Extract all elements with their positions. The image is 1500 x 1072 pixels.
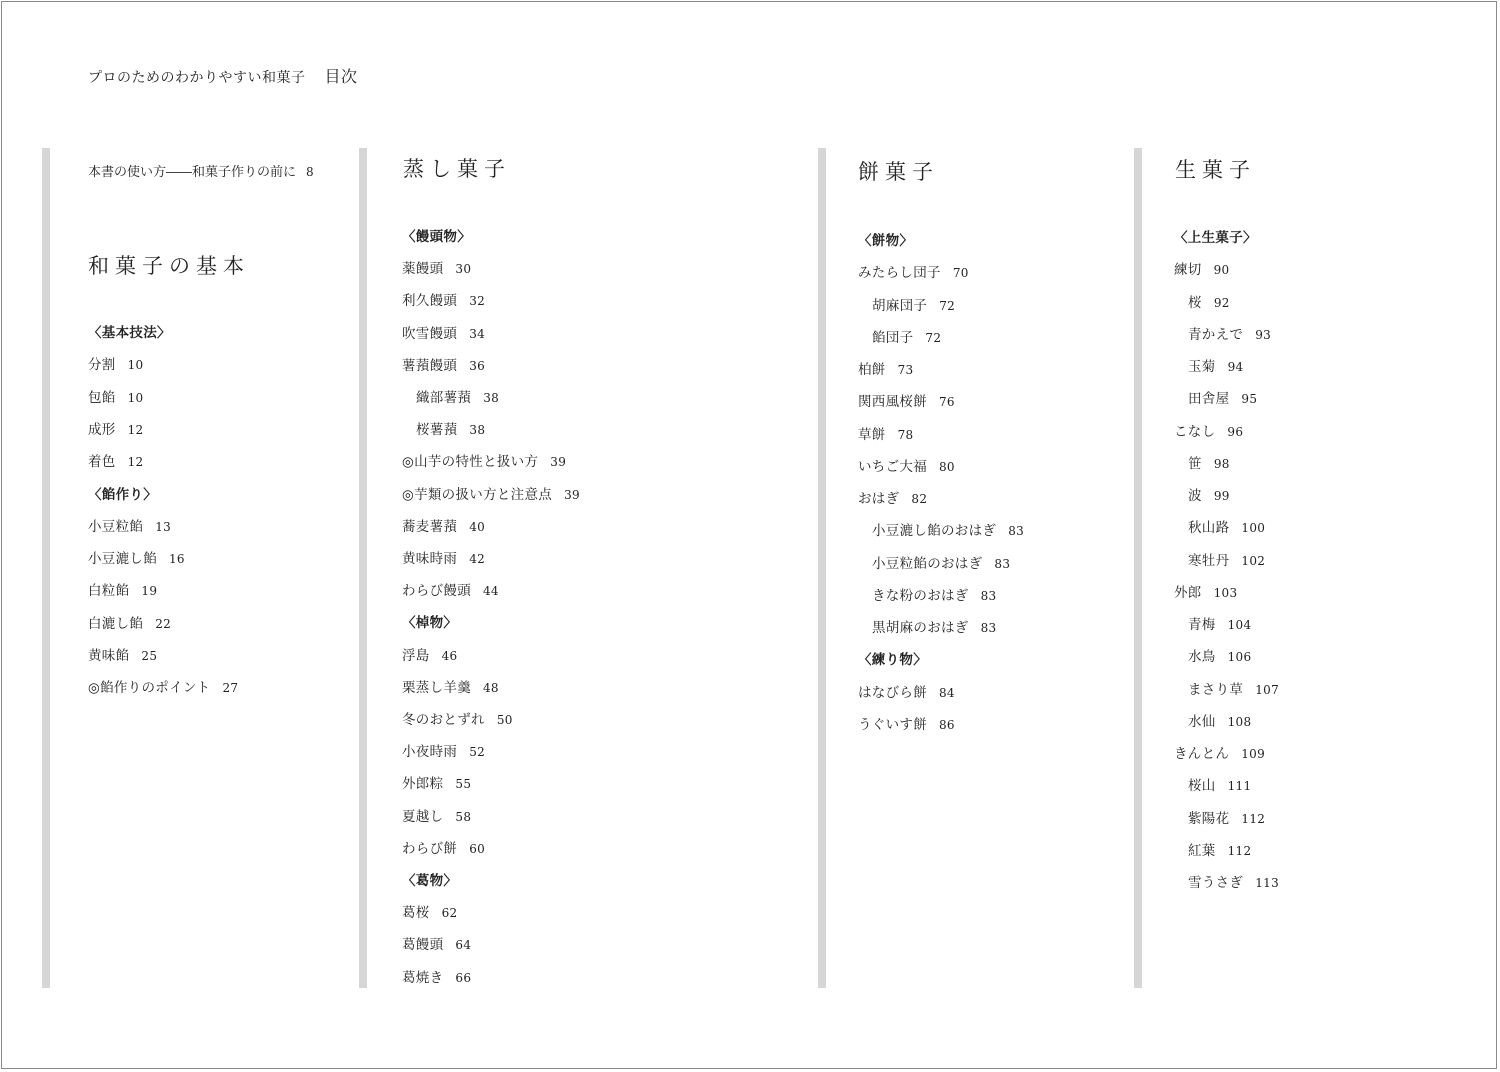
entry-label: 〈上生菓子〉 xyxy=(1174,230,1257,246)
entry-label: 〈基本技法〉 xyxy=(88,325,171,341)
entry-label: 小豆粒餡 xyxy=(88,519,144,535)
entry-label: 玉菊 xyxy=(1188,359,1216,375)
toc-entry[interactable] xyxy=(402,805,471,825)
entry-page: 38 xyxy=(469,423,486,437)
entry-label: 織部薯蕷 xyxy=(416,390,472,406)
toc-entry[interactable] xyxy=(402,289,485,309)
column-bar-4 xyxy=(1134,148,1142,988)
toc-entry[interactable] xyxy=(402,354,485,374)
entry-label: おはぎ xyxy=(858,491,900,507)
entry-page: 60 xyxy=(469,842,486,856)
entry-page: 95 xyxy=(1241,392,1258,406)
toc-entry[interactable] xyxy=(402,579,499,599)
entry-page: 70 xyxy=(952,266,969,280)
toc-entry[interactable] xyxy=(1188,291,1230,311)
entry-page: 76 xyxy=(939,395,955,409)
entry-label: 白漉し餡 xyxy=(88,616,144,632)
entry-label: 成形 xyxy=(88,422,116,438)
toc-entry[interactable] xyxy=(416,386,499,406)
toc-entry[interactable] xyxy=(1188,355,1243,375)
entry-page: 90 xyxy=(1213,263,1230,277)
toc-entry[interactable] xyxy=(402,901,457,921)
entry-page: 106 xyxy=(1227,650,1252,664)
entry-page: 103 xyxy=(1213,586,1238,600)
entry-label: 〈饅頭物〉 xyxy=(402,229,471,245)
entry-page: 66 xyxy=(455,971,472,985)
entry-page: 50 xyxy=(496,713,513,727)
entry-label: 着色 xyxy=(88,454,116,470)
toc-entry[interactable] xyxy=(402,676,499,696)
toc-entry[interactable] xyxy=(402,966,471,986)
entry-label: 桜薯蕷 xyxy=(416,422,458,438)
entry-label: 外郎 xyxy=(1174,585,1202,601)
toc-entry[interactable] xyxy=(402,933,471,953)
entry-label: みたらし団子 xyxy=(858,265,941,281)
toc-entry[interactable] xyxy=(858,713,955,733)
entry-label: こなし xyxy=(1174,424,1216,440)
entry-page: 55 xyxy=(455,777,472,791)
entry-page: 94 xyxy=(1227,360,1244,374)
entry-page: 30 xyxy=(455,262,472,276)
toc-entry[interactable] xyxy=(402,322,485,342)
entry-label: 夏越し xyxy=(402,809,444,825)
toc-entry[interactable] xyxy=(858,681,955,701)
toc-section-label xyxy=(858,648,927,668)
toc-entry[interactable] xyxy=(1174,420,1243,440)
entry-page: 27 xyxy=(222,681,239,695)
entry-page: 38 xyxy=(483,391,500,405)
toc-entry[interactable] xyxy=(1188,839,1251,859)
entry-label: 吹雪饅頭 xyxy=(402,326,458,342)
entry-page: 19 xyxy=(141,584,158,598)
entry-label: きな粉のおはぎ xyxy=(872,588,969,604)
entry-page: 73 xyxy=(897,363,914,377)
toc-entry[interactable] xyxy=(402,837,485,857)
entry-page: 83 xyxy=(994,557,1011,571)
entry-page: 32 xyxy=(469,294,486,308)
toc-entry[interactable] xyxy=(402,547,485,567)
entry-label: 関西風桜餅 xyxy=(858,394,927,410)
entry-label: 小夜時雨 xyxy=(402,744,458,760)
toc-entry[interactable] xyxy=(1188,452,1230,472)
entry-label: 蕎麦薯蕷 xyxy=(402,519,458,535)
toc-entry[interactable] xyxy=(88,676,238,696)
toc-entry[interactable] xyxy=(858,487,927,507)
entry-label: 冬のおとずれ xyxy=(402,712,485,728)
entry-label: 練切 xyxy=(1174,262,1202,278)
entry-label: 葛焼き xyxy=(402,970,444,986)
entry-page: 96 xyxy=(1227,425,1244,439)
toc-entry[interactable] xyxy=(88,386,143,406)
toc-section-label xyxy=(1174,226,1257,246)
entry-label: ◎芋類の扱い方と注意点 xyxy=(402,487,553,503)
entry-page: 72 xyxy=(939,299,956,313)
entry-page: 25 xyxy=(141,649,158,663)
entry-page: 39 xyxy=(564,488,580,502)
entry-page: 42 xyxy=(469,552,486,566)
entry-page: 8 xyxy=(306,165,314,179)
toc-entry[interactable] xyxy=(872,616,996,636)
entry-label: 水鳥 xyxy=(1188,649,1216,665)
entry-page: 107 xyxy=(1255,683,1280,697)
entry-label: いちご大福 xyxy=(858,459,927,475)
entry-page: 44 xyxy=(483,584,499,598)
toc-entry[interactable] xyxy=(402,483,580,503)
entry-page: 22 xyxy=(155,617,172,631)
entry-label: はなびら餅 xyxy=(858,685,927,701)
entry-page: 84 xyxy=(939,686,955,700)
entry-page: 104 xyxy=(1227,618,1252,632)
entry-label: 〈餡作り〉 xyxy=(88,487,157,503)
entry-page: 10 xyxy=(127,391,144,405)
entry-label: 餡団子 xyxy=(872,330,914,346)
entry-label: ◎餡作りのポイント xyxy=(88,680,211,696)
entry-label: 黒胡麻のおはぎ xyxy=(872,620,969,636)
entry-label: 〈葛物〉 xyxy=(402,873,458,889)
toc-entry[interactable] xyxy=(88,579,157,599)
toc-entry[interactable] xyxy=(872,294,955,314)
entry-page: 52 xyxy=(469,745,486,759)
toc-entry[interactable] xyxy=(88,547,185,567)
section-heading: 餅菓子 xyxy=(858,160,939,184)
toc-entry[interactable] xyxy=(402,740,485,760)
entry-page: 39 xyxy=(550,455,567,469)
entry-label: 本書の使い方――和菓子作りの前に xyxy=(88,165,297,180)
section-heading: 和菓子の基本 xyxy=(88,254,250,278)
toc-entry[interactable] xyxy=(1188,323,1271,343)
entry-label: 紫陽花 xyxy=(1188,811,1230,827)
column-bar-2 xyxy=(359,148,367,988)
entry-page: 34 xyxy=(469,327,486,341)
entry-label: 〈練り物〉 xyxy=(858,652,927,668)
toc-entry[interactable] xyxy=(416,418,485,438)
toc-entry[interactable] xyxy=(1188,807,1265,827)
toc-entry[interactable] xyxy=(1188,710,1251,730)
entry-page: 10 xyxy=(127,358,144,372)
entry-label: ◎山芋の特性と扱い方 xyxy=(402,454,539,470)
toc-section-label xyxy=(88,321,171,341)
entry-page: 12 xyxy=(127,455,144,469)
entry-page: 86 xyxy=(939,718,955,732)
entry-page: 58 xyxy=(455,810,472,824)
entry-page: 98 xyxy=(1213,457,1230,471)
entry-page: 82 xyxy=(911,492,928,506)
toc-section-label xyxy=(402,225,471,245)
entry-label: 胡麻団子 xyxy=(872,298,928,314)
entry-page: 99 xyxy=(1213,489,1230,503)
entry-label: 桜 xyxy=(1188,295,1202,311)
entry-label: 黄味時雨 xyxy=(402,551,458,567)
contents-label: 目次 xyxy=(324,67,358,86)
entry-page: 16 xyxy=(169,552,185,566)
entry-label: 雪うさぎ xyxy=(1188,875,1244,891)
entry-label: うぐいす餅 xyxy=(858,717,927,733)
toc-entry[interactable] xyxy=(1174,742,1265,762)
entry-page: 13 xyxy=(155,520,172,534)
entry-label: 利久饅頭 xyxy=(402,293,458,309)
toc-entry[interactable] xyxy=(402,515,485,535)
entry-page: 92 xyxy=(1213,296,1230,310)
toc-entry[interactable] xyxy=(1188,774,1251,794)
toc-entry[interactable] xyxy=(858,261,969,281)
entry-page: 113 xyxy=(1255,876,1280,890)
toc-entry[interactable] xyxy=(1188,484,1230,504)
entry-page: 36 xyxy=(469,359,486,373)
entry-label: 紅葉 xyxy=(1188,843,1216,859)
toc-entry[interactable] xyxy=(1188,871,1279,891)
entry-label: 秋山路 xyxy=(1188,520,1230,536)
toc-entry-intro[interactable] xyxy=(88,161,314,180)
toc-entry[interactable] xyxy=(1188,516,1265,536)
entry-page: 64 xyxy=(455,938,472,952)
entry-label: 桜山 xyxy=(1188,778,1216,794)
entry-page: 93 xyxy=(1255,328,1272,342)
entry-label: 小豆粒餡のおはぎ xyxy=(872,556,983,572)
entry-label: まさり草 xyxy=(1188,682,1244,698)
toc-entry[interactable] xyxy=(858,455,955,475)
entry-page: 83 xyxy=(980,621,997,635)
entry-page: 12 xyxy=(127,423,144,437)
toc-entry[interactable] xyxy=(1174,581,1237,601)
entry-page: 48 xyxy=(483,681,499,695)
column-bar-1 xyxy=(42,148,50,988)
toc-section-label xyxy=(88,483,157,503)
toc-entry[interactable] xyxy=(1188,678,1279,698)
entry-page: 109 xyxy=(1241,747,1266,761)
toc-entry[interactable] xyxy=(402,450,566,470)
entry-label: わらび饅頭 xyxy=(402,583,471,599)
toc-section-label xyxy=(402,611,457,631)
entry-page: 112 xyxy=(1241,812,1266,826)
entry-label: 黄味餡 xyxy=(88,648,130,664)
toc-entry[interactable] xyxy=(872,584,996,604)
toc-section-label xyxy=(858,229,913,249)
toc-entry[interactable] xyxy=(402,257,471,277)
toc-entry[interactable] xyxy=(88,644,157,664)
entry-label: 波 xyxy=(1188,488,1202,504)
entry-label: 草餅 xyxy=(858,427,886,443)
entry-label: 青梅 xyxy=(1188,617,1216,633)
toc-entry[interactable] xyxy=(872,552,1010,572)
section-heading: 蒸し菓子 xyxy=(403,157,511,181)
entry-label: 外郎粽 xyxy=(402,776,444,792)
toc-entry[interactable] xyxy=(1188,613,1251,633)
entry-page: 40 xyxy=(469,520,486,534)
entry-page: 72 xyxy=(925,331,942,345)
entry-page: 83 xyxy=(980,589,997,603)
toc-entry[interactable] xyxy=(402,708,513,728)
entry-label: 葛饅頭 xyxy=(402,937,444,953)
toc-entry[interactable] xyxy=(858,358,913,378)
toc-entry[interactable] xyxy=(1188,645,1251,665)
entry-label: 田舎屋 xyxy=(1188,391,1230,407)
entry-label: 包餡 xyxy=(88,390,116,406)
entry-label: 分割 xyxy=(88,357,116,373)
entry-label: 浮島 xyxy=(402,648,430,664)
toc-entry[interactable] xyxy=(88,418,143,438)
toc-section-label xyxy=(402,869,457,889)
toc-entry[interactable] xyxy=(858,423,913,443)
entry-label: 笹 xyxy=(1188,456,1202,472)
entry-page: 102 xyxy=(1241,554,1266,568)
entry-label: 柏餅 xyxy=(858,362,886,378)
section-heading: 生菓子 xyxy=(1175,158,1256,182)
toc-entry[interactable] xyxy=(872,519,1024,539)
entry-label: きんとん xyxy=(1174,746,1230,762)
entry-label: 小豆漉し餡のおはぎ xyxy=(872,523,997,539)
entry-page: 111 xyxy=(1227,779,1252,793)
toc-entry[interactable] xyxy=(872,326,941,346)
toc-entry[interactable] xyxy=(1188,549,1265,569)
toc-entry[interactable] xyxy=(88,515,171,535)
book-title: プロのためのわかりやすい和菓子 xyxy=(88,70,306,86)
entry-label: 青かえで xyxy=(1188,327,1244,343)
entry-label: わらび餅 xyxy=(402,841,458,857)
toc-entry[interactable] xyxy=(88,612,171,632)
entry-page: 62 xyxy=(441,906,458,920)
entry-label: 水仙 xyxy=(1188,714,1216,730)
toc-entry[interactable] xyxy=(88,450,143,470)
entry-label: 寒牡丹 xyxy=(1188,553,1230,569)
entry-label: 小豆漉し餡 xyxy=(88,551,157,567)
entry-label: 栗蒸し羊羹 xyxy=(402,680,471,696)
entry-page: 46 xyxy=(441,649,458,663)
toc-entry[interactable] xyxy=(88,353,143,373)
entry-label: 葛桜 xyxy=(402,905,430,921)
toc-entry[interactable] xyxy=(1174,258,1229,278)
toc-entry[interactable] xyxy=(402,644,457,664)
entry-label: 薬饅頭 xyxy=(402,261,444,277)
toc-entry[interactable] xyxy=(1188,387,1257,407)
entry-label: 薯蕷饅頭 xyxy=(402,358,458,374)
entry-label: 〈餅物〉 xyxy=(858,233,914,249)
entry-page: 78 xyxy=(897,428,914,442)
entry-page: 108 xyxy=(1227,715,1252,729)
entry-page: 100 xyxy=(1241,521,1266,535)
toc-entry[interactable] xyxy=(402,772,471,792)
entry-label: 〈棹物〉 xyxy=(402,615,458,631)
toc-entry[interactable] xyxy=(858,390,955,410)
entry-page: 80 xyxy=(939,460,955,474)
entry-page: 112 xyxy=(1227,844,1252,858)
entry-page: 83 xyxy=(1008,524,1025,538)
page-title xyxy=(88,64,357,87)
column-bar-3 xyxy=(818,148,826,988)
entry-label: 白粒餡 xyxy=(88,583,130,599)
